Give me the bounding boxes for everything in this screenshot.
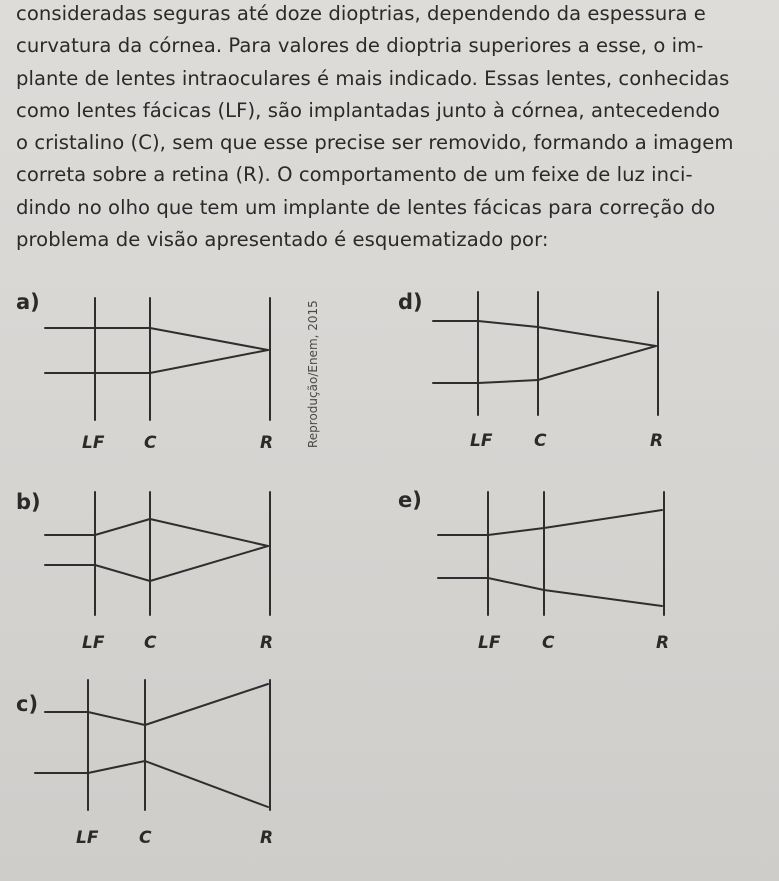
option-e-label[interactable]: e) xyxy=(398,488,422,512)
ray-top xyxy=(488,528,544,535)
text-line: o cristalino (C), sem que esse precise ser removido, formando a imagem xyxy=(16,131,734,155)
option-c-label[interactable]: c) xyxy=(16,692,39,716)
option-d-label[interactable]: d) xyxy=(398,290,423,314)
lf-label: LF xyxy=(82,633,105,653)
r-label: R xyxy=(260,828,274,848)
image-credit: Reprodução/Enem, 2015 xyxy=(306,300,320,448)
c-label: C xyxy=(139,828,152,848)
lf-label: LF xyxy=(478,633,501,653)
c-label: C xyxy=(542,633,555,653)
text-line: correta sobre a retina (R). O comportamento de um feixe de luz inci- xyxy=(16,163,693,187)
c-label: C xyxy=(144,433,157,453)
option-a-label[interactable]: a) xyxy=(16,290,40,314)
lf-label: LF xyxy=(82,433,105,453)
ray-bottom xyxy=(544,590,662,606)
text-line: plante de lentes intraoculares é mais indicado. Essas lentes, conhecidas xyxy=(16,66,730,90)
r-label: R xyxy=(260,433,274,453)
text-line: problema de visão apresentado é esquematizado por: xyxy=(16,228,549,252)
c-label: C xyxy=(534,431,547,451)
text-line: consideradas seguras até doze dioptrias, dependendo da espessura e xyxy=(16,2,706,25)
c-label: C xyxy=(144,633,157,653)
text-line: dindo no olho que tem um implante de lentes fácicas para correção do xyxy=(16,195,716,219)
r-label: R xyxy=(260,633,274,653)
lf-label: LF xyxy=(76,828,99,848)
lf-label: LF xyxy=(470,431,493,451)
r-label: R xyxy=(650,431,664,451)
text-line: como lentes fácicas (LF), são implantadas junto à córnea, antecedendo xyxy=(16,98,720,122)
option-b-label[interactable]: b) xyxy=(16,490,41,514)
r-label: R xyxy=(656,633,670,653)
text-line: curvatura da córnea. Para valores de dioptria superiores a esse, o im- xyxy=(16,34,704,58)
ray-top xyxy=(544,510,662,528)
ray-bottom xyxy=(488,578,544,590)
